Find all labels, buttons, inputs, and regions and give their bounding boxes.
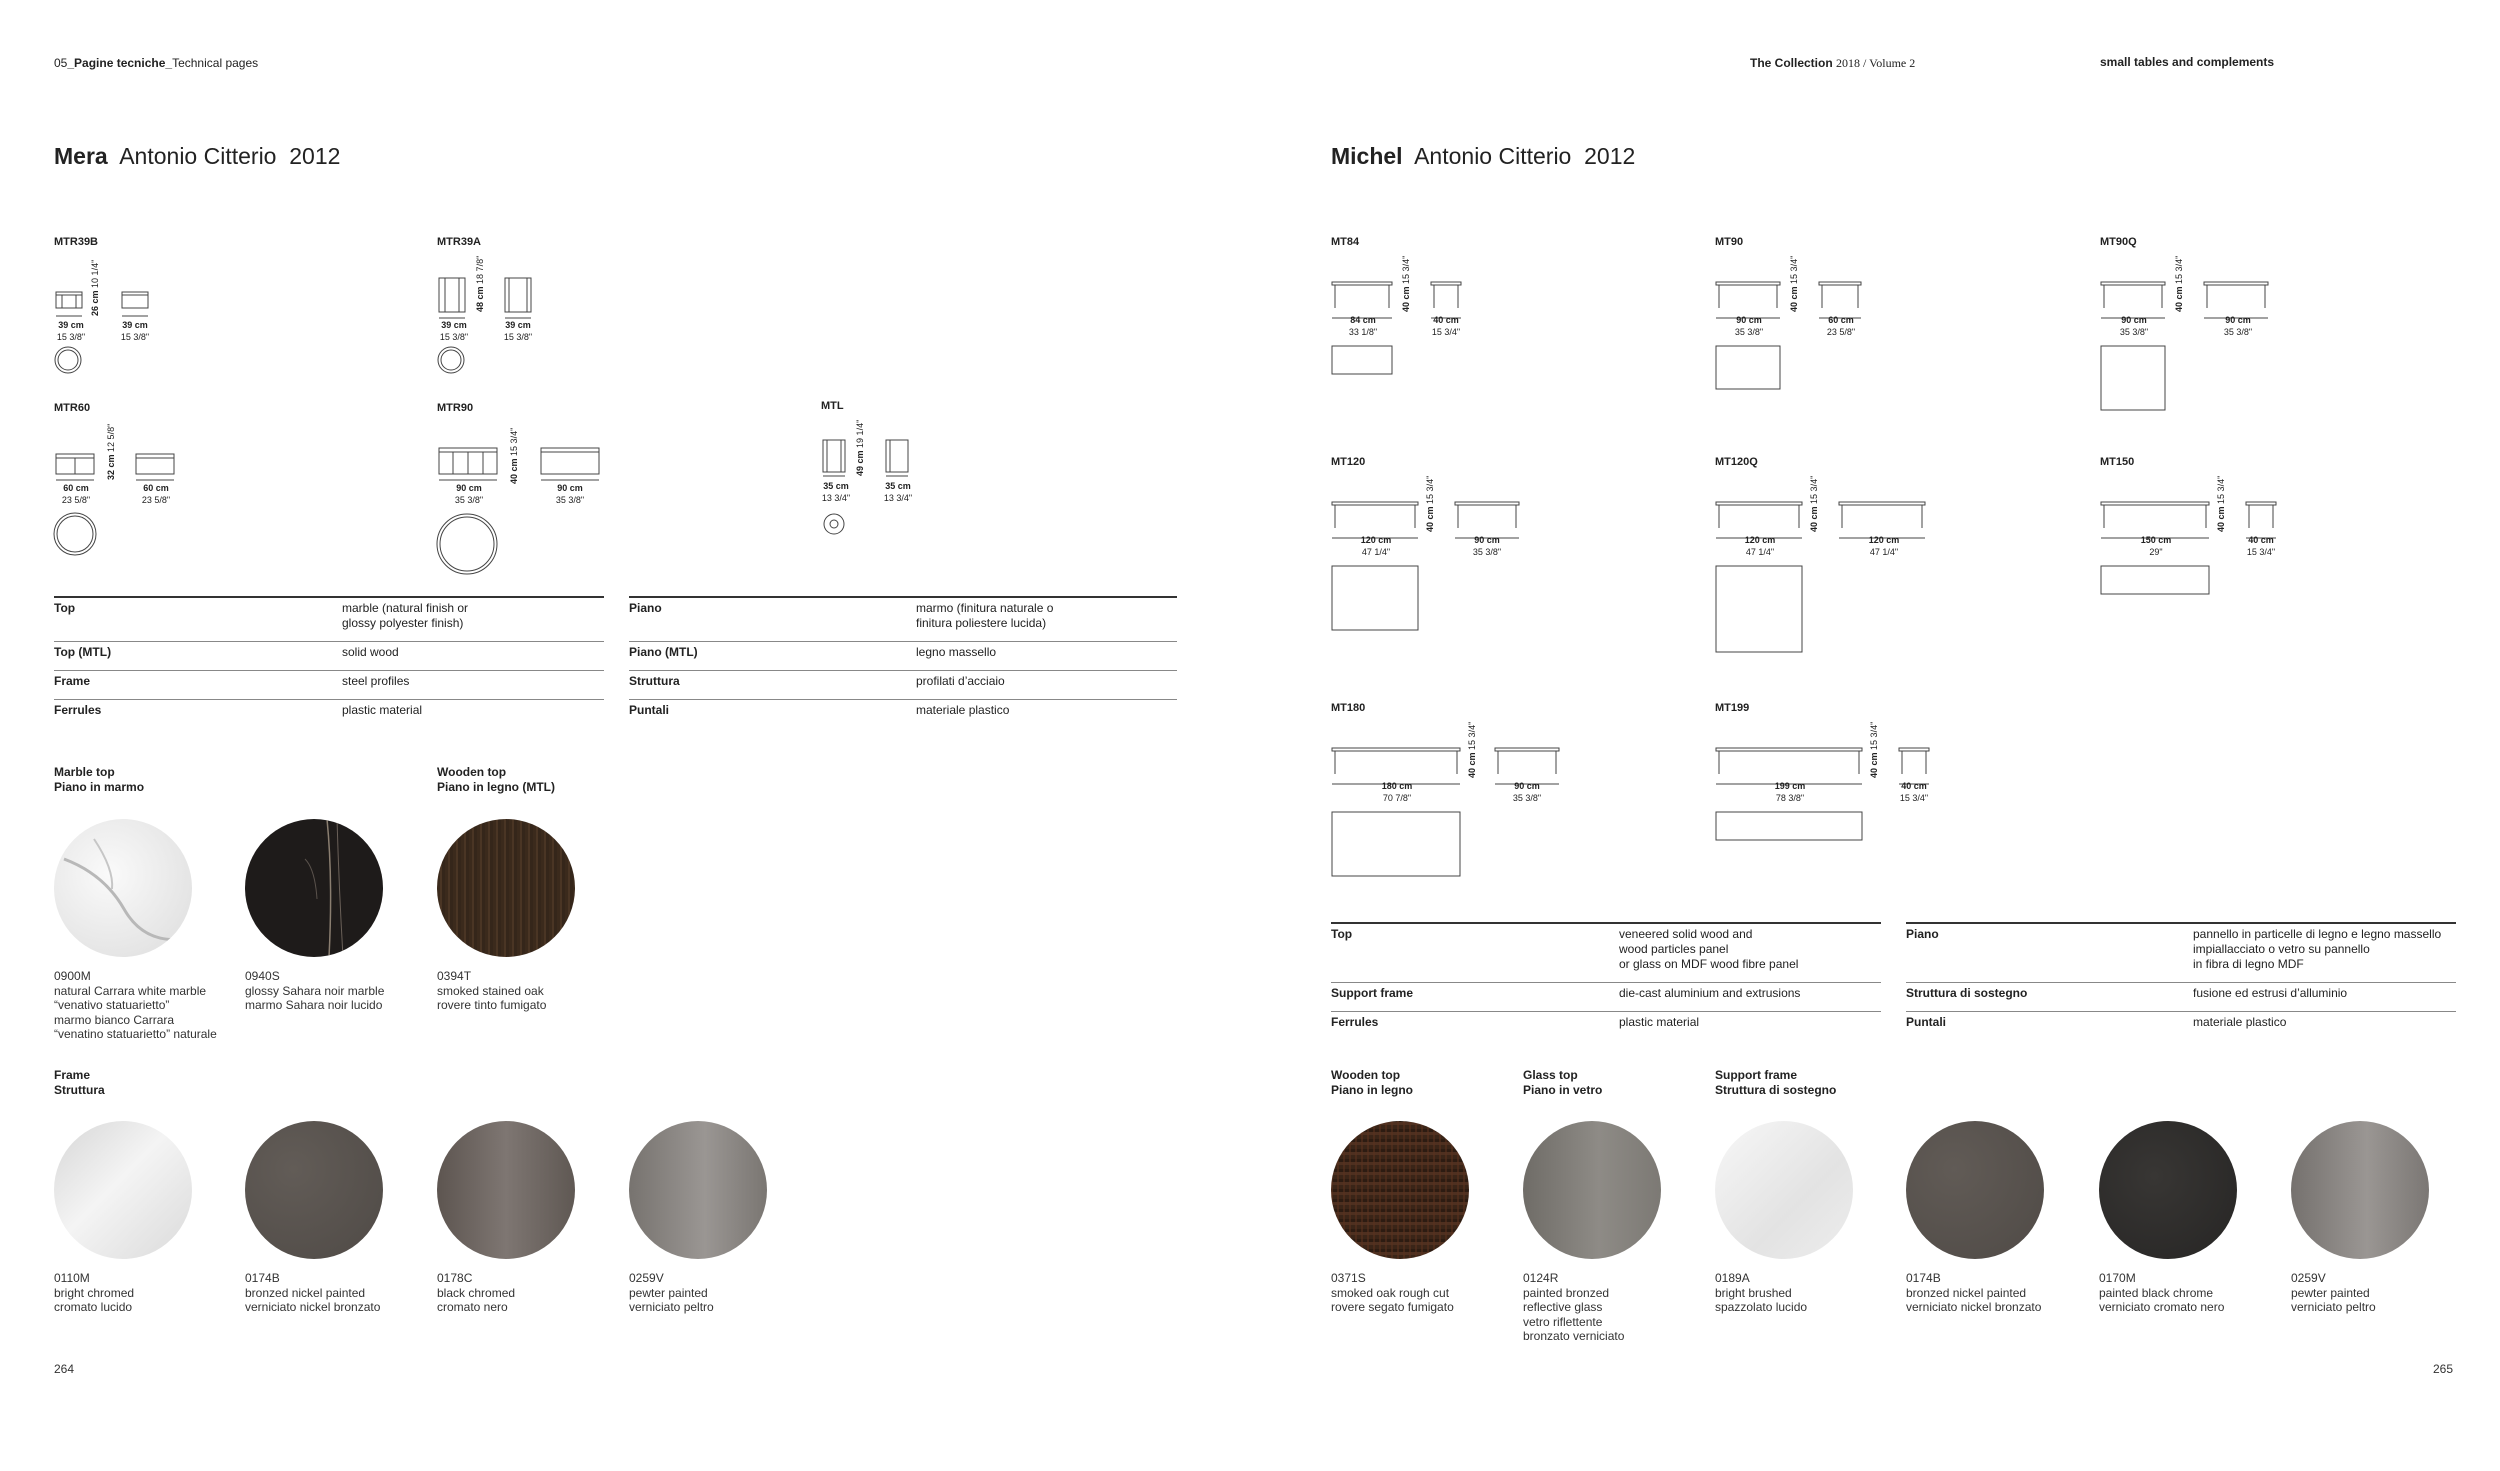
swatch-desc: black chromed cromato nero <box>437 1285 516 1314</box>
swatch-code: 0170M <box>2099 1271 2136 1285</box>
swatch-desc: painted black chrome verniciato cromato nero <box>2099 1285 2225 1314</box>
mtl-depth: 35 cm 13 3/4" <box>883 481 913 503</box>
page-title-mera: Mera Antonio Citterio 2012 <box>54 143 341 169</box>
spec-row: Support frame die-cast aluminium and extrusions <box>1331 983 1881 1012</box>
model-mt90 <box>1715 236 1856 337</box>
group-glass-top: Glass top Piano in vetro <box>1523 1068 1603 1097</box>
swatch-code: 0124R <box>1523 1271 1559 1285</box>
mt120-depth: 90 cm 35 3/8" <box>1472 535 1502 557</box>
mt199-width: 199 cm 78 3/8" <box>1774 781 1806 803</box>
swatch-0394t <box>437 819 575 1013</box>
mt90q-depth: 90 cm 35 3/8" <box>2223 315 2253 337</box>
mt90-height: 40 cm 15 3/4" <box>1789 255 1799 312</box>
swatch-0371s <box>1331 1121 1469 1315</box>
mt150-width: 150 cm 29" <box>2140 535 2172 557</box>
frame-swatch <box>2099 1121 2237 1259</box>
swatch-0900m <box>54 819 217 1042</box>
swatch-desc: pewter painted verniciato peltro <box>2291 1285 2376 1314</box>
category-label: small tables and complements <box>2100 55 2275 69</box>
swatch-0110m <box>54 1121 192 1315</box>
model-code: MTR39B <box>54 236 99 248</box>
model-code: MT90Q <box>2100 236 2137 248</box>
mt199-height: 40 cm 15 3/4" <box>1869 721 1879 778</box>
frame-swatch <box>629 1121 767 1259</box>
swatch-code: 0371S <box>1331 1271 1366 1285</box>
swatch-code: 0174B <box>245 1271 280 1285</box>
swatch-code: 0940S <box>245 969 280 983</box>
marble-vein <box>54 819 192 957</box>
model-mt150 <box>2100 456 2276 557</box>
group-marble-top: Marble top Piano in marmo <box>54 765 145 794</box>
model-code: MTL <box>821 400 844 412</box>
frame-swatch <box>1906 1121 2044 1259</box>
spec-table-it-michel <box>1906 922 2456 1036</box>
model-mt199 <box>1715 702 1929 803</box>
swatch-0124r <box>1523 1121 1661 1344</box>
mt90-width: 90 cm 35 3/8" <box>1734 315 1764 337</box>
mt120q-drawing <box>1715 500 1935 680</box>
spec-row: Piano (MTL) legno massello <box>629 642 1177 671</box>
spec-row: Ferrules plastic material <box>54 703 423 717</box>
mtl-width: 35 cm 13 3/4" <box>821 481 851 503</box>
mtr90-depth: 90 cm 35 3/8" <box>555 483 585 505</box>
mt199-drawing <box>1715 746 1975 866</box>
collection-label: The Collection 2018 / Volume 2 <box>1750 56 1916 70</box>
mtr60-drawing <box>54 452 214 572</box>
mt150-height: 40 cm 15 3/4" <box>2216 475 2226 532</box>
model-code: MT120Q <box>1715 456 1758 468</box>
swatch-0174b <box>1906 1121 2044 1315</box>
mtl-height: 49 cm 19 1/4" <box>855 419 865 476</box>
mtr39b-width: 39 cm 15 3/8" <box>56 320 86 342</box>
swatch-desc: pewter painted verniciato peltro <box>629 1285 714 1314</box>
swatch-0174b <box>245 1121 383 1315</box>
mt150-drawing <box>2100 500 2300 630</box>
frame-swatch <box>437 1121 575 1259</box>
mt150-depth: 40 cm 15 3/4" <box>2246 535 2276 557</box>
mt180-depth: 90 cm 35 3/8" <box>1512 781 1542 803</box>
group-frame: Frame Struttura <box>54 1068 105 1097</box>
swatch-desc: painted bronzed reflective glass vetro riflettente bronzato verniciato <box>1523 1285 1625 1343</box>
swatch-code: 0178C <box>437 1271 473 1285</box>
mt90-depth: 60 cm 23 5/8" <box>1826 315 1856 337</box>
marble-swatch <box>245 819 383 957</box>
spec-row: Frame steel profiles <box>54 671 604 700</box>
swatch-0259v <box>629 1121 767 1315</box>
mtr90-height: 40 cm 15 3/4" <box>509 427 519 484</box>
frame-swatch <box>1715 1121 1853 1259</box>
mtr60-depth: 60 cm 23 5/8" <box>141 483 171 505</box>
mt199-depth: 40 cm 15 3/4" <box>1899 781 1929 803</box>
model-code: MT120 <box>1331 456 1366 468</box>
swatch-0170m <box>2099 1121 2237 1315</box>
mt84-width: 84 cm 33 1/8" <box>1348 315 1378 337</box>
swatch-code: 0259V <box>2291 1271 2326 1285</box>
model-mtr60 <box>54 402 171 505</box>
frame-swatch <box>54 1121 192 1259</box>
swatch-desc: bronzed nickel painted verniciato nickel bronzato <box>245 1285 381 1314</box>
swatch-code: 0394T <box>437 969 472 983</box>
mt180-height: 40 cm 15 3/4" <box>1467 721 1477 778</box>
wood-swatch <box>1331 1121 1469 1259</box>
mt120q-height: 40 cm 15 3/4" <box>1809 475 1819 532</box>
spec-row: Top veneered solid wood and wood particles panel or glass on MDF wood fibre panel <box>1331 924 1881 983</box>
swatch-desc: bronzed nickel painted verniciato nickel bronzato <box>1906 1285 2042 1314</box>
model-mt120q <box>1715 456 1900 557</box>
mt120q-width: 120 cm 47 1/4" <box>1744 535 1776 557</box>
swatch-desc: natural Carrara white marble “venativo statuarietto” marmo bianco Carrara “venatino statuarietto” naturale <box>54 983 217 1041</box>
model-mt120 <box>1331 456 1502 557</box>
model-mtr39a <box>437 236 533 342</box>
marble-vein <box>245 819 383 957</box>
spec-table-en-michel <box>1331 922 1881 1036</box>
model-mt180 <box>1331 702 1542 803</box>
spec-table-it-mera <box>629 596 1177 724</box>
spec-row: Puntali materiale plastico <box>1906 1015 2287 1029</box>
swatch-desc: glossy Sahara noir marble marmo Sahara noir lucido <box>245 983 385 1012</box>
model-code: MT84 <box>1331 236 1360 248</box>
spec-table-en-mera <box>54 596 604 724</box>
model-code: MT199 <box>1715 702 1750 714</box>
swatch-code: 0259V <box>629 1271 664 1285</box>
mtr39b-depth: 39 cm 15 3/8" <box>120 320 150 342</box>
mtr39a-width: 39 cm 15 3/8" <box>439 320 469 342</box>
swatch-code: 0174B <box>1906 1271 1941 1285</box>
wood-swatch <box>437 819 575 957</box>
section-label: 05_Pagine tecniche_Technical pages <box>54 56 259 70</box>
group-wooden-top: Wooden top Piano in legno (MTL) <box>437 765 555 794</box>
page-number: 264 <box>54 1362 75 1376</box>
mt120-height: 40 cm 15 3/4" <box>1425 475 1435 532</box>
model-mtr39b <box>54 236 150 342</box>
frame-swatch <box>245 1121 383 1259</box>
frame-swatch <box>2291 1121 2429 1259</box>
glass-swatch <box>1523 1121 1661 1259</box>
spec-row: Top (MTL) solid wood <box>54 642 604 671</box>
swatch-desc: smoked stained oak rovere tinto fumigato <box>437 983 547 1012</box>
mtr39a-height: 48 cm 18 7/8" <box>475 255 485 312</box>
marble-swatch <box>54 819 192 957</box>
model-code: MTR60 <box>54 402 91 414</box>
mt84-height: 40 cm 15 3/4" <box>1401 255 1411 312</box>
mt90-drawing <box>1715 280 1895 410</box>
swatch-code: 0189A <box>1715 1271 1750 1285</box>
mt90q-width: 90 cm 35 3/8" <box>2119 315 2149 337</box>
spec-row: Ferrules plastic material <box>1331 1015 1700 1029</box>
model-mtr90 <box>437 402 585 505</box>
mt90q-height: 40 cm 15 3/4" <box>2174 255 2184 312</box>
mtr90-drawing <box>437 446 637 586</box>
mt180-width: 180 cm 70 7/8" <box>1381 781 1413 803</box>
model-code: MTR39A <box>437 236 482 248</box>
mt84-depth: 40 cm 15 3/4" <box>1431 315 1461 337</box>
swatch-0259v <box>2291 1121 2429 1315</box>
spec-row: Struttura profilati d’acciaio <box>629 671 1177 700</box>
swatch-0189a <box>1715 1121 1853 1315</box>
swatch-desc: bright brushed spazzolato lucido <box>1715 1285 1808 1314</box>
mt90q-drawing <box>2100 280 2300 420</box>
page-number: 265 <box>2433 1362 2454 1376</box>
swatch-code: 0900M <box>54 969 91 983</box>
mtr39a-depth: 39 cm 15 3/8" <box>503 320 533 342</box>
mt180-drawing <box>1331 746 1591 886</box>
mt120-width: 120 cm 47 1/4" <box>1360 535 1392 557</box>
page-title-michel: Michel Antonio Citterio 2012 <box>1331 143 1636 169</box>
model-mt84 <box>1331 236 1461 337</box>
mtr90-width: 90 cm 35 3/8" <box>454 483 484 505</box>
mtr39b-height: 26 cm 10 1/4" <box>90 259 100 316</box>
swatch-0178c <box>437 1121 575 1315</box>
model-code: MTR90 <box>437 402 474 414</box>
mt120q-depth: 120 cm 47 1/4" <box>1868 535 1900 557</box>
swatch-0940s <box>245 819 384 1013</box>
model-code: MT90 <box>1715 236 1744 248</box>
model-mtl <box>821 400 913 503</box>
mtr60-width: 60 cm 23 5/8" <box>61 483 91 505</box>
swatch-code: 0110M <box>54 1271 90 1285</box>
spec-row: Struttura di sostegno fusione ed estrusi d’alluminio <box>1906 983 2456 1012</box>
spec-row: Piano marmo (finitura naturale o finitura poliestere lucida) <box>629 598 1177 642</box>
model-mt90q <box>2100 236 2253 337</box>
model-code: MT180 <box>1331 702 1366 714</box>
model-code: MT150 <box>2100 456 2135 468</box>
spec-row: Top marble (natural finish or glossy polyester finish) <box>54 598 604 642</box>
swatch-desc: bright chromed cromato lucido <box>54 1285 135 1314</box>
spec-row: Puntali materiale plastico <box>629 703 1010 717</box>
spec-row: Piano pannello in particelle di legno e legno massello impiallacciato o vetro su pannello in fibra di legno MDF <box>1906 924 2456 983</box>
group-support-frame: Support frame Struttura di sostegno <box>1715 1068 1837 1097</box>
swatch-desc: smoked oak rough cut rovere segato fumigato <box>1331 1285 1454 1314</box>
group-wooden-top: Wooden top Piano in legno <box>1331 1068 1414 1097</box>
mtr60-height: 32 cm 12 5/8" <box>106 423 116 480</box>
